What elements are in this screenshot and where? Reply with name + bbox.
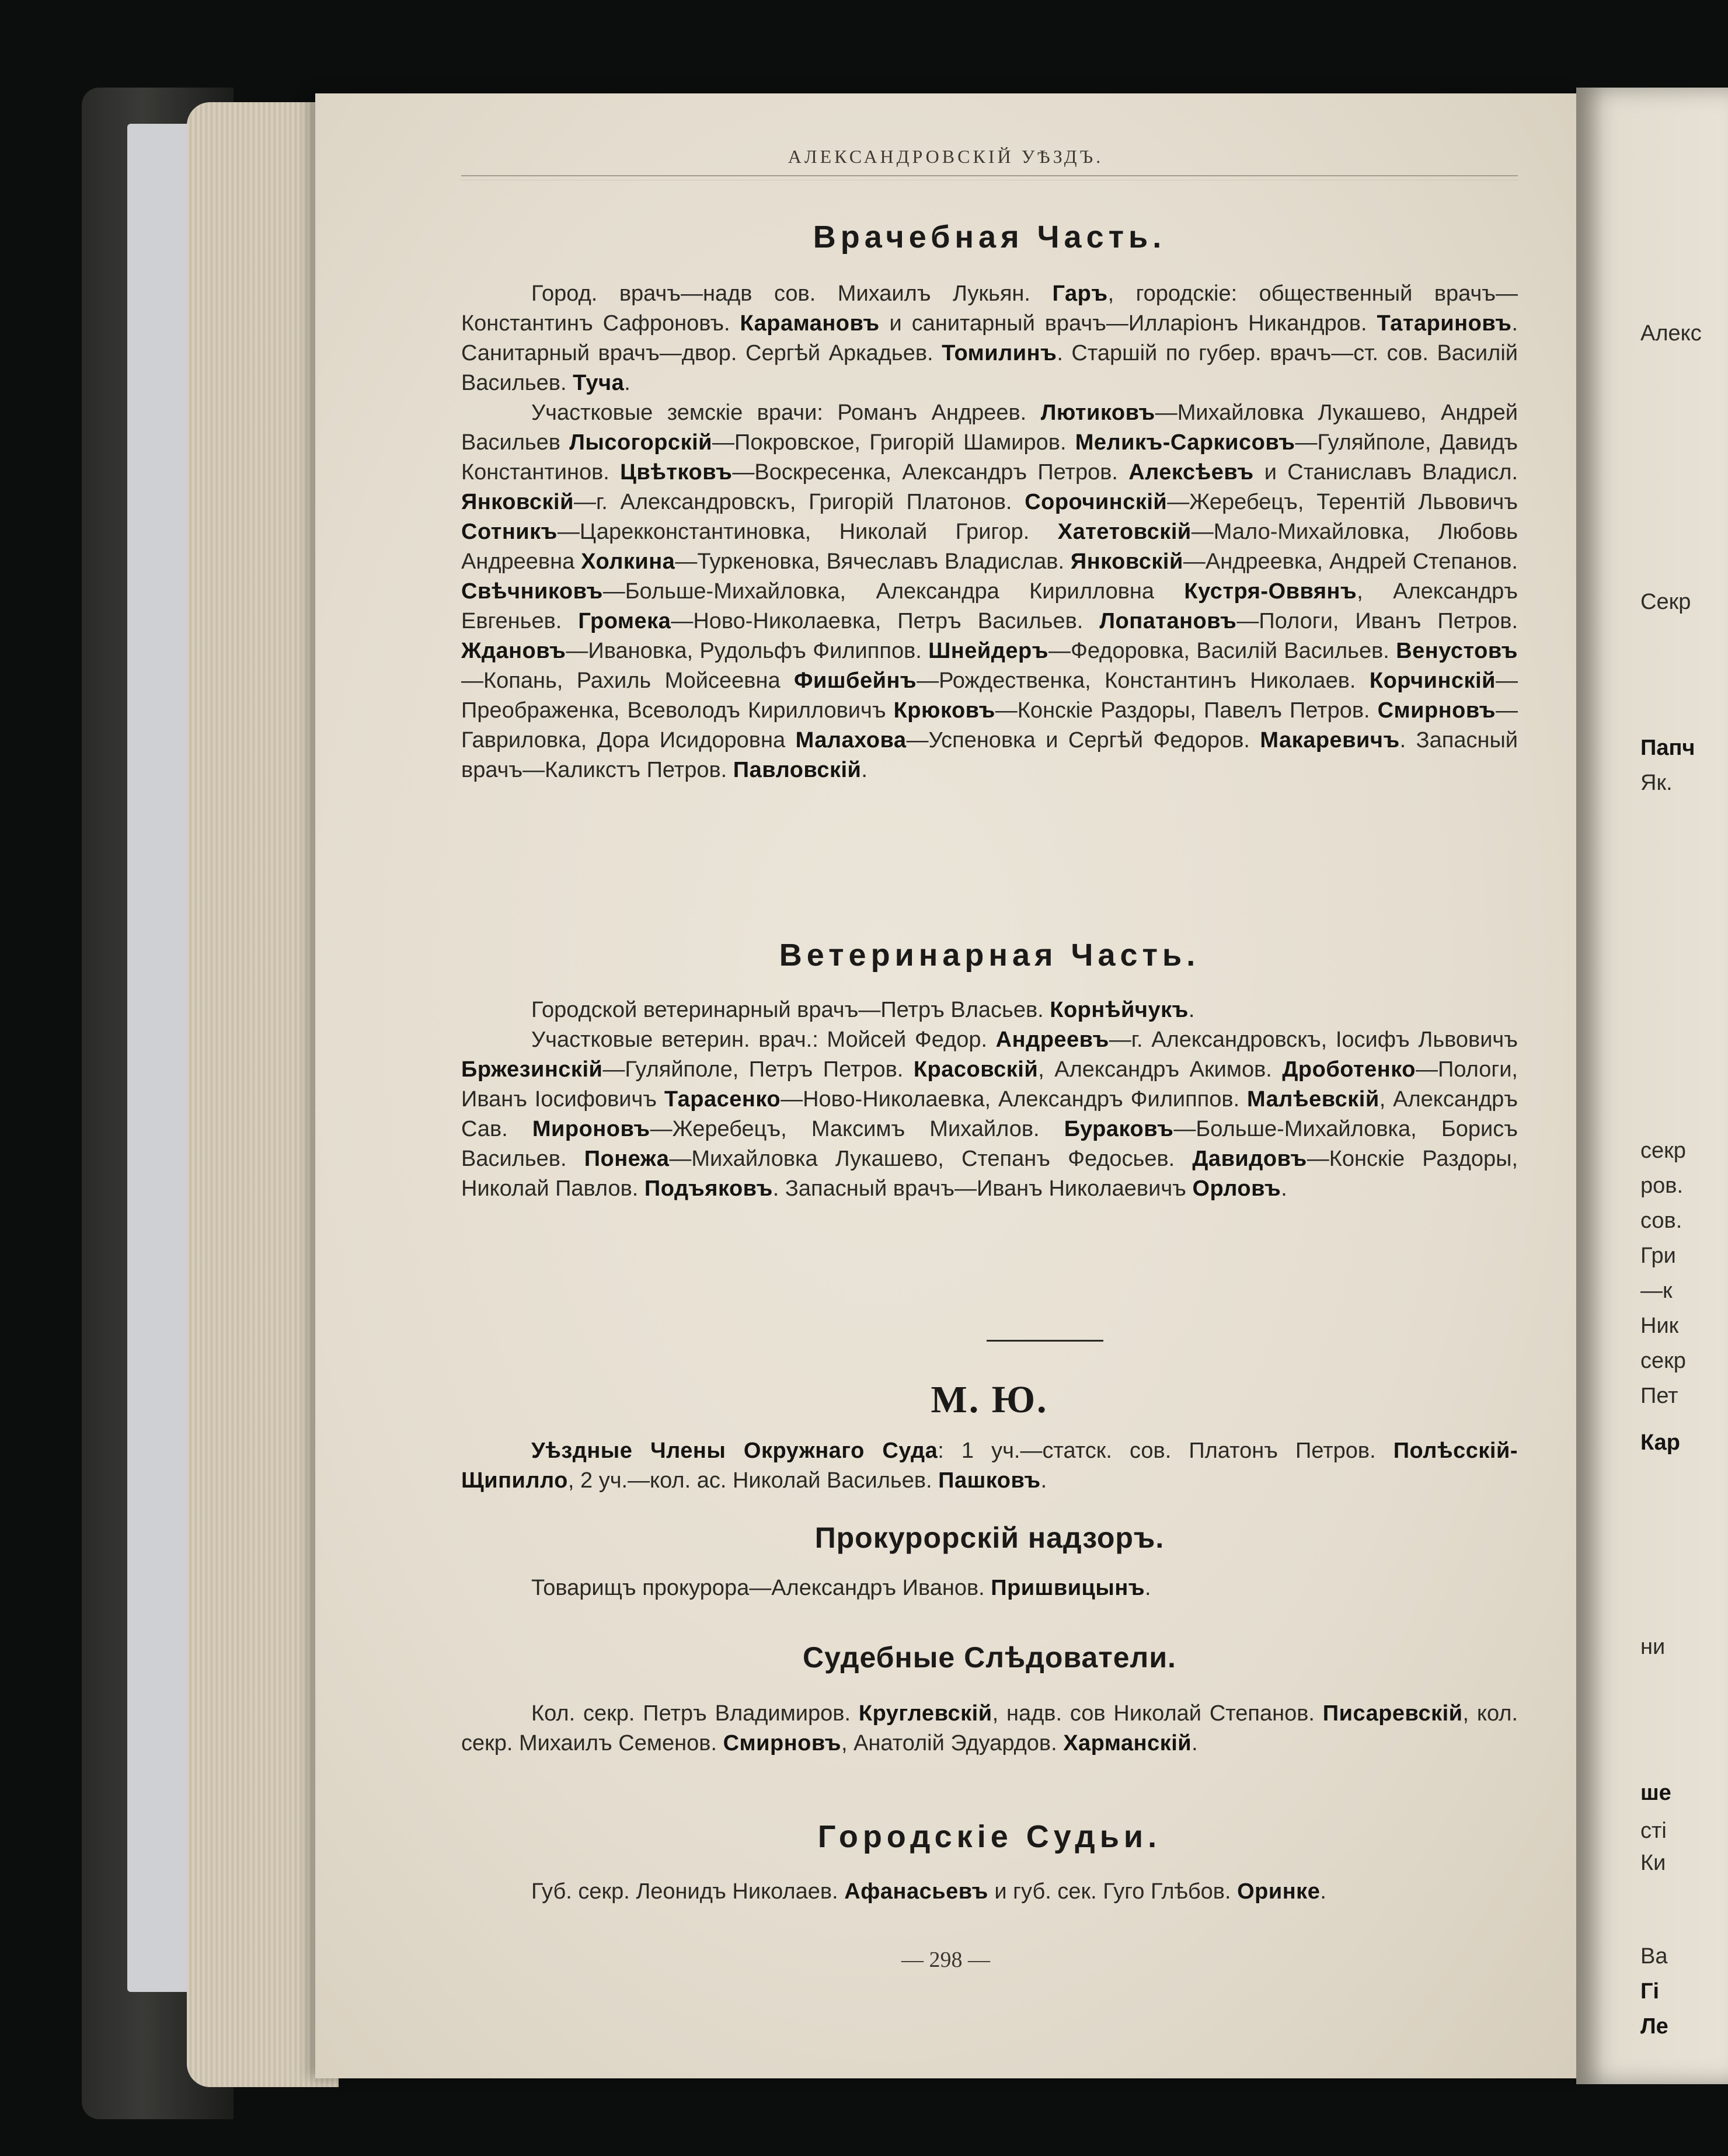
next-page-fragment: Ник [1640, 1314, 1679, 1338]
text-run: —Конскіе Раздоры, Павелъ Петров. [995, 698, 1378, 723]
text-run: —Михайловка Лукашево, Степанъ Федосьев. [669, 1147, 1193, 1171]
text-run: —Ивановка, Рудольфъ Филиппов. [566, 639, 929, 663]
text-run: —Преображенка, Всеволодъ Кирилловичъ [461, 668, 1518, 723]
bold-name: Ждановъ [461, 639, 566, 663]
text-run: —Конскіе Раздоры, Николай Павлов. [461, 1147, 1518, 1201]
text-run: —Успеновка и Сергѣй Федоров. [906, 728, 1260, 753]
bold-name: Полѣсскій-Щипилло [461, 1439, 1518, 1493]
bold-name: Шнейдеръ [928, 639, 1048, 663]
text-run: —Ново-Николаевка, Александръ Филиппов. [781, 1087, 1247, 1112]
section-divider [987, 1340, 1103, 1342]
text-run: . [1192, 1731, 1198, 1756]
text-run: . Старшій по губер. врачъ—ст. сов. Василій Васильев. [461, 341, 1518, 395]
text-run: Участковые земскіе врачи: Романъ Андреев. [531, 400, 1041, 425]
bold-name: Мироновъ [532, 1117, 650, 1141]
next-page-fragment: Гі [1640, 1979, 1660, 2004]
next-page-fragment: —к [1640, 1279, 1673, 1303]
text-run: . [1040, 1468, 1047, 1493]
bold-name: Крюковъ [893, 698, 995, 723]
bold-name: Хатетовскій [1057, 520, 1192, 544]
next-page-fragment: Алекс [1640, 321, 1702, 346]
text-run: —Федоровка, Василій Васильев. [1048, 639, 1396, 663]
bold-name: Павловскій [733, 758, 862, 782]
running-header: АЛЕКСАНДРОВСКІЙ УѢЗДЪ. [788, 146, 1104, 167]
bold-name: Янковскій [461, 490, 574, 514]
text-run: Товарищъ прокурора—Александръ Иванов. [531, 1576, 991, 1600]
paragraph-prosecution [461, 1573, 1518, 1603]
text-run: . [624, 371, 630, 395]
text-run: . [1320, 1879, 1326, 1904]
bold-name: Татариновъ [1377, 311, 1512, 336]
text-run: . [861, 758, 868, 782]
next-page-fragment: секр [1640, 1138, 1686, 1163]
bold-name: Подъяковъ [644, 1176, 773, 1201]
bold-name: Бржезинскій [461, 1057, 603, 1082]
section-title-prosecution: Прокурорскій надзоръ. [814, 1521, 1165, 1554]
bold-name: Малѣевскій [1247, 1087, 1379, 1112]
bold-name: Понежа [584, 1147, 670, 1171]
text-run: . [1145, 1576, 1151, 1600]
text-run: . Санитарный врачъ—двор. Сергѣй Аркадьев. [461, 311, 1518, 365]
bold-name: Меликъ-Саркисовъ [1075, 430, 1295, 455]
section-title-justice: М. Ю. [931, 1378, 1048, 1421]
text-run: . Запасный врачъ—Каликстъ Петров. [461, 728, 1518, 782]
next-page-fragment: Гри [1640, 1244, 1676, 1268]
text-run: , Александръ Акимов. [1038, 1057, 1283, 1082]
bold-name: Томилинъ [942, 341, 1057, 365]
bold-name: Холкина [581, 549, 675, 574]
paragraph-veterinary-2 [461, 1025, 1518, 1204]
bold-name: Смирновъ [723, 1731, 841, 1756]
text-run: . Запасный врачъ—Иванъ Николаевичъ [772, 1176, 1193, 1201]
bold-name: Тарасенко [664, 1087, 781, 1112]
bold-name: Фишбейнъ [794, 668, 917, 693]
bold-name: Харманскій [1063, 1731, 1192, 1756]
bold-name: Орловъ [1192, 1176, 1281, 1201]
bold-name: Макаревичъ [1260, 728, 1400, 753]
bold-name: Красовскій [913, 1057, 1039, 1082]
text-run: Город. врачъ—надв сов. Михаилъ Лукьян. [531, 281, 1053, 306]
bold-name: Янковскій [1070, 549, 1183, 574]
bold-name: Круглевскій [858, 1701, 992, 1726]
next-page-fragment: Секр [1640, 590, 1691, 614]
paragraph-medical-2 [461, 398, 1518, 785]
text-run: —Покровское, Григорій Шамиров. [712, 430, 1075, 455]
text-run: —Гавриловка, Дора Исидоровна [461, 698, 1518, 753]
bold-name: Лысогорскій [569, 430, 712, 455]
text-run: , 2 уч.—кол. ас. Николай Васильев. [567, 1468, 939, 1493]
next-page-fragment: сті [1640, 1819, 1667, 1843]
next-page-fragment: ров. [1640, 1173, 1684, 1198]
next-page-fragment: ше [1640, 1781, 1671, 1805]
bold-name: Пашковъ [938, 1468, 1041, 1493]
text-run: , городскіе: общественный врачъ—Константинъ Сафроновъ. [461, 281, 1518, 336]
text-run: —Рождественка, Константинъ Николаев. [917, 668, 1370, 693]
paragraph-justice [461, 1436, 1518, 1496]
bold-name: Венустовъ [1396, 639, 1518, 663]
bold-name: Корчинскій [1369, 668, 1496, 693]
bold-name: Дроботенко [1282, 1057, 1416, 1082]
text-run: : 1 уч.—статск. сов. Платонъ Петров. [938, 1439, 1393, 1463]
bold-name: Свѣчниковъ [461, 579, 603, 604]
text-run: —Пологи, Иванъ Петров. [1236, 609, 1518, 633]
text-run: —Гуляйполе, Давидъ Константинов. [461, 430, 1518, 485]
text-run: —Воскресенка, Александръ Петров. [732, 460, 1129, 485]
page-number: — 298 — [901, 1948, 990, 1972]
text-run: , надв. сов Николай Степанов. [992, 1701, 1323, 1726]
text-run: —Больше-Михайловка, Александра Кирилловна [602, 579, 1184, 604]
text-run: . [1281, 1176, 1287, 1201]
text-run: —Туркеновка, Вячеславъ Владислав. [675, 549, 1071, 574]
text-run: —Мало-Михайловка, Любовь Андреевна [461, 520, 1518, 574]
bold-name: Громека [578, 609, 671, 633]
bold-name: Цвѣтковъ [620, 460, 733, 485]
bold-name: Бураковъ [1064, 1117, 1174, 1141]
next-page-fragment: Папч [1640, 736, 1695, 760]
text-run: —Больше-Михайловка, Борисъ Васильев. [461, 1117, 1518, 1171]
next-page-fragment: Ва [1640, 1944, 1668, 1969]
text-run: —Гуляйполе, Петръ Петров. [602, 1057, 914, 1082]
bold-name: Смирновъ [1377, 698, 1496, 723]
bold-name: Туча [573, 371, 625, 395]
bold-name: Алексѣевъ [1128, 460, 1254, 485]
text-run: Участковые ветерин. врач.: Мойсей Федор. [531, 1028, 996, 1052]
paragraph-veterinary-1 [461, 995, 1518, 1025]
text-run: Городской ветеринарный врачъ—Петръ Власьев. [531, 998, 1050, 1022]
paragraph-investigators [461, 1699, 1518, 1758]
bold-name: Оринке [1237, 1879, 1321, 1904]
bold-name: Лопатановъ [1099, 609, 1237, 633]
next-page-fragment: Ки [1640, 1851, 1666, 1875]
bold-name: Писаревскій [1322, 1701, 1463, 1726]
text-run: —Царекконстантиновка, Николай Григор. [557, 520, 1058, 544]
adjacent-page-edge [1576, 88, 1728, 2084]
text-run: —г. Александровскъ, Григорій Платонов. [573, 490, 1025, 514]
text-run: —Пологи, Иванъ Іосифовичъ [461, 1057, 1518, 1112]
next-page-fragment: ни [1640, 1635, 1666, 1659]
next-page-fragment: Ле [1640, 2014, 1668, 2039]
section-title-medical: Врачебная Часть. [813, 220, 1166, 255]
bold-name: Давидовъ [1192, 1147, 1307, 1171]
text-run: и Станиславъ Владисл. [1253, 460, 1518, 485]
text-run: —Жеребецъ, Максимъ Михайлов. [650, 1117, 1064, 1141]
text-run: , Александръ Сав. [461, 1087, 1518, 1141]
section-title-veterinary: Ветеринарная Часть. [779, 938, 1200, 973]
section-title-investigators: Судебные Слѣдователи. [803, 1641, 1176, 1674]
next-page-fragment: секр [1640, 1349, 1686, 1373]
bold-name: Малахова [795, 728, 907, 753]
text-run: Губ. секр. Леонидъ Николаев. [531, 1879, 845, 1904]
text-run: и губ. сек. Гуго Глѣбов. [988, 1879, 1238, 1904]
text-run: . [1188, 998, 1195, 1022]
text-run: —Михайловка Лукашево, Андрей Васильев [461, 400, 1518, 455]
text-run: —Копань, Рахиль Мойсеевна [461, 668, 795, 693]
text-run: —Жеребецъ, Терентій Львовичъ [1167, 490, 1518, 514]
bold-name: Сорочинскій [1025, 490, 1168, 514]
text-run: , Анатолій Эдуардов. [841, 1731, 1064, 1756]
header-rule [461, 175, 1518, 176]
next-page-fragment: Пет [1640, 1384, 1678, 1408]
bold-name: Пришвицынъ [991, 1576, 1145, 1600]
text-run: Кол. секр. Петръ Владимиров. [531, 1701, 859, 1726]
text-run: , кол. секр. Михаилъ Семенов. [461, 1701, 1518, 1756]
paragraph-medical-1 [461, 279, 1518, 398]
text-run: и санитарный врачъ—Илларіонъ Никандров. [879, 311, 1377, 336]
bold-name: Сотникъ [461, 520, 558, 544]
bold-name: Кустря-Оввянъ [1184, 579, 1357, 604]
book-page [315, 93, 1576, 2078]
bold-name: Лютиковъ [1040, 400, 1155, 425]
next-page-fragment: Кар [1640, 1430, 1681, 1455]
bold-name: Корнѣйчукъ [1050, 998, 1189, 1022]
bold-name: Уѣздные Члены Окружнаго Суда [531, 1439, 938, 1463]
paragraph-city-judges [461, 1877, 1518, 1907]
next-page-fragment: сов. [1640, 1208, 1682, 1233]
next-page-fragment: Як. [1640, 771, 1673, 795]
text-run: , Александръ Евгеньев. [461, 579, 1518, 633]
text-run: —Андреевка, Андрей Степанов. [1183, 549, 1518, 574]
bold-name: Гаръ [1052, 281, 1108, 306]
bold-name: Карамановъ [740, 311, 880, 336]
text-run: —г. Александровскъ, Іосифъ Львовичъ [1109, 1028, 1518, 1052]
section-title-city-judges: Городскіе Судьи. [817, 1819, 1162, 1854]
text-run: —Ново-Николаевка, Петръ Васильев. [671, 609, 1100, 633]
bold-name: Андреевъ [995, 1028, 1109, 1052]
bold-name: Афанасьевъ [844, 1879, 988, 1904]
